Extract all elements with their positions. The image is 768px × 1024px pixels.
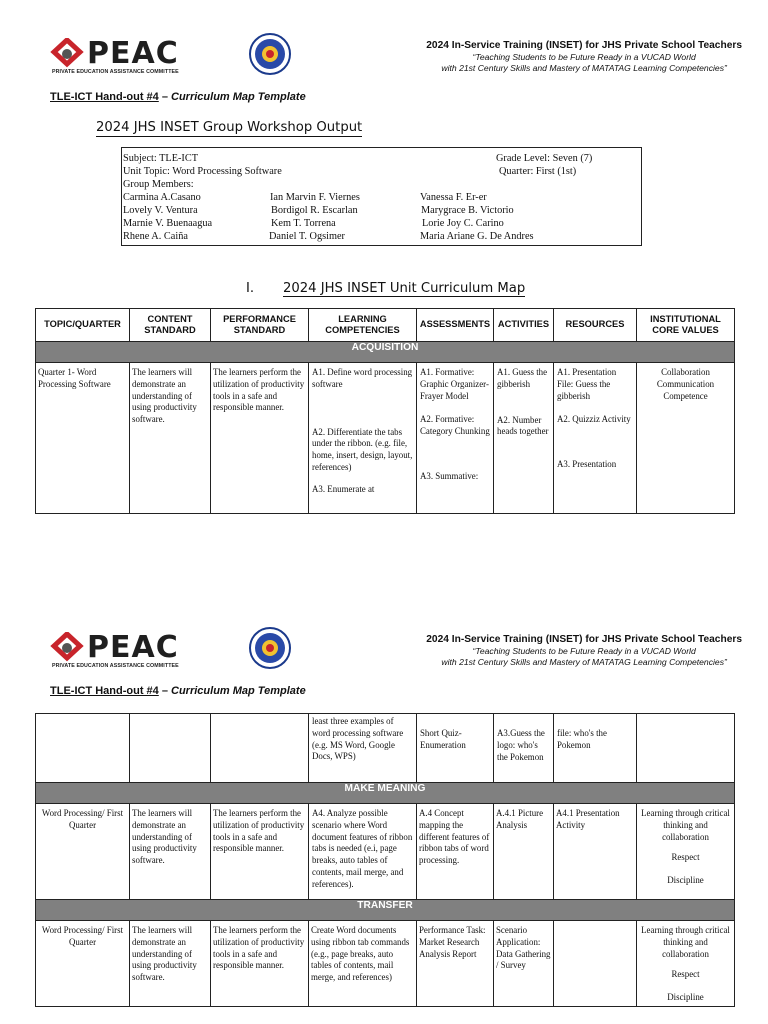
group-members-label: Group Members:: [123, 179, 194, 190]
resource-item: A3. Presentation: [557, 459, 617, 470]
activities-cell: Scenario Application: Data Gathering / Survey: [494, 921, 554, 1007]
activities-cell: A3.Guess the logo: who's the Pokemon: [494, 714, 554, 783]
topic-cell: [36, 714, 130, 783]
resource-item: A1. Presentation File: Guess the gibberish: [557, 367, 617, 401]
assessments-cell: [417, 363, 494, 514]
member-name: Lorie Joy C. Carino: [422, 218, 504, 229]
phase-row-acquisition: [36, 342, 735, 363]
competencies-cell: A4. Analyze possible scenario where Word document features of ribbon tabs is needed (e.i, page breaks, auto tables of contents, mail merge, and references).: [309, 804, 417, 900]
member-name: Ian Marvin F. Viernes: [270, 192, 360, 203]
header-cell: TOPIC/QUARTER: [36, 309, 130, 342]
peac-logo-icon: [50, 632, 84, 664]
performance-standard-cell: The learners perform the utilization of productivity tools in a safe and responsible manner.: [211, 921, 309, 1007]
assessments-cell: Short Quiz-Enumeration: [417, 714, 494, 783]
member-name: Maria Ariane G. De Andres: [420, 231, 534, 242]
unit-topic-label: Unit Topic: Word Processing Software: [123, 166, 282, 177]
assessment-item: A1. Formative: Graphic Organizer-Frayer Model: [420, 367, 489, 401]
header-cell: ASSESSMENTS: [417, 309, 494, 342]
core-value-item: Learning through critical thinking and collaboration: [641, 925, 730, 959]
header-cell: CONTENT STANDARD: [130, 309, 211, 342]
training-title: 2024 In-Service Training (INSET) for JHS Private School Teachers: [426, 40, 742, 51]
quarter-label: Quarter: First (1st): [499, 166, 577, 177]
competencies-cell: Create Word documents using ribbon tab commands (e.g., page breaks, auto tables of contents, mail merge, and references): [309, 921, 417, 1007]
topic-cell: Quarter 1- Word Processing Software: [36, 363, 130, 514]
competencies-cell: [309, 363, 417, 514]
header-cell: PERFORMANCE STANDARD: [211, 309, 309, 342]
performance-standard-cell: The learners perform the utilization of productivity tools in a safe and responsible manner.: [211, 804, 309, 900]
peac-wordmark: PEAC: [87, 630, 179, 665]
competency-item: A2. Differentiate the tabs under the ribbon. (e.g. file, home, insert, design, layout, references): [312, 426, 413, 472]
peac-wordmark: PEAC: [87, 36, 179, 71]
topic-cell: Word Processing/ First Quarter: [36, 921, 130, 1007]
core-value-item: Respect: [671, 852, 700, 863]
page-2: [0, 630, 768, 1024]
core-values-cell: [637, 921, 735, 1007]
table-row: [36, 714, 735, 783]
training-quote-line-2: with 21st Century Skills and Mastery of MATATAG Learning Competencies”: [441, 63, 727, 73]
training-quote-line-1: “Teaching Students to be Future Ready in a VUCAD World: [472, 646, 696, 656]
topic-cell: Word Processing/ First Quarter: [36, 804, 130, 900]
assessments-cell: A.4 Concept mapping the different features of ribbon tabs of word processing.: [417, 804, 494, 900]
handout-code: TLE-ICT Hand-out #4: [50, 91, 159, 103]
competencies-cell: least three examples of word processing software (e.g. MS Word, Google Docs, WPS): [309, 714, 417, 783]
member-name: Kem T. Torrena: [271, 218, 336, 229]
resources-cell: [554, 921, 637, 1007]
core-value-item: Discipline: [667, 992, 704, 1003]
phase-label: MAKE MEANING: [36, 783, 735, 804]
section-title: 2024 JHS INSET Unit Curriculum Map: [283, 281, 526, 296]
content-standard-cell: The learners will demonstrate an understanding of using productivity software.: [130, 921, 211, 1007]
deped-seal-icon: [248, 32, 292, 76]
handout-name: Curriculum Map Template: [171, 685, 306, 697]
curriculum-map-table: [35, 308, 735, 514]
assessment-item: A3. Summative:: [420, 470, 479, 481]
member-name: Lovely V. Ventura: [123, 205, 198, 216]
member-name: Vanessa F. Er-er: [420, 192, 487, 203]
resource-item: A2. Quizziz Activity: [557, 414, 631, 425]
core-value-item: Discipline: [667, 875, 704, 886]
peac-logo-icon: [50, 38, 84, 70]
member-name: Marnie V. Buenaagua: [123, 218, 213, 229]
table-row: [36, 804, 735, 900]
phase-label: ACQUISITION: [36, 342, 735, 363]
training-title: 2024 In-Service Training (INSET) for JHS Private School Teachers: [426, 634, 742, 645]
assessments-cell: Performance Task: Market Research Analysis Report: [417, 921, 494, 1007]
assessment-item: A2. Formative: Category Chunking: [420, 414, 490, 437]
competency-item: A1. Define word processing software: [312, 367, 413, 389]
table-header-row: [36, 309, 735, 342]
curriculum-map-table-continued: [35, 713, 735, 1007]
header-cell: ACTIVITIES: [494, 309, 554, 342]
content-standard-cell: [130, 714, 211, 783]
resources-cell: A4.1 Presentation Activity: [554, 804, 637, 900]
core-values-cell: [637, 714, 735, 783]
subject-label: Subject: TLE-ICT: [123, 153, 199, 164]
peac-subtitle: PRIVATE EDUCATION ASSISTANCE COMMITTEE: [52, 69, 179, 75]
training-header: [426, 39, 742, 74]
activity-item: A1. Guess the gibberish: [497, 367, 548, 389]
resources-cell: file: who's the Pokemon: [554, 714, 637, 783]
phase-row-transfer: [36, 900, 735, 921]
resources-cell: [554, 363, 637, 514]
header-cell: INSTITUTIONAL CORE VALUES: [637, 309, 735, 342]
grade-level-label: Grade Level: Seven (7): [496, 153, 593, 164]
competency-item: A3. Enumerate at: [312, 483, 375, 494]
handout-title: [50, 91, 306, 103]
content-standard-cell: The learners will demonstrate an understanding of using productivity software.: [130, 363, 211, 514]
activity-item: A2. Number heads together: [497, 414, 549, 437]
group-info-box: [121, 147, 642, 246]
core-value-item: Respect: [671, 969, 700, 980]
member-name: Carmina A.Casano: [123, 192, 201, 203]
table-row: [36, 921, 735, 1007]
performance-standard-cell: [211, 714, 309, 783]
header-cell: LEARNING COMPETENCIES: [309, 309, 417, 342]
handout-separator: –: [158, 91, 172, 103]
handout-title: [50, 685, 306, 697]
deped-seal-icon: [248, 626, 292, 670]
workshop-title: 2024 JHS INSET Group Workshop Output: [96, 120, 363, 135]
member-name: Bordigol R. Escarlan: [271, 205, 358, 216]
phase-row-make-meaning: [36, 783, 735, 804]
core-value-item: Learning through critical thinking and collaboration: [641, 808, 730, 842]
page-1: [0, 36, 768, 526]
member-name: Daniel T. Ogsimer: [269, 231, 345, 242]
handout-name: Curriculum Map Template: [171, 91, 306, 103]
handout-separator: –: [158, 685, 172, 697]
training-header: [426, 633, 742, 668]
core-values-cell: Collaboration Communication Competence: [637, 363, 735, 514]
member-name: Marygrace B. Victorio: [421, 205, 514, 216]
activities-cell: [494, 363, 554, 514]
handout-code: TLE-ICT Hand-out #4: [50, 685, 159, 697]
member-name: Rhene A. Caiña: [123, 231, 188, 242]
header-logos: [50, 630, 240, 676]
training-quote-line-2: with 21st Century Skills and Mastery of MATATAG Learning Competencies”: [441, 657, 727, 667]
activities-cell: A.4.1 Picture Analysis: [494, 804, 554, 900]
training-quote-line-1: “Teaching Students to be Future Ready in a VUCAD World: [472, 52, 696, 62]
core-values-cell: [637, 804, 735, 900]
phase-label: TRANSFER: [36, 900, 735, 921]
section-heading: [246, 281, 525, 296]
performance-standard-cell: The learners perform the utilization of productivity tools in a safe and responsible manner.: [211, 363, 309, 514]
content-standard-cell: The learners will demonstrate an understanding of using productivity software.: [130, 804, 211, 900]
table-row: [36, 363, 735, 514]
peac-subtitle: PRIVATE EDUCATION ASSISTANCE COMMITTEE: [52, 663, 179, 669]
header-logos: [50, 36, 240, 82]
section-number: I.: [246, 281, 255, 296]
header-cell: RESOURCES: [554, 309, 637, 342]
